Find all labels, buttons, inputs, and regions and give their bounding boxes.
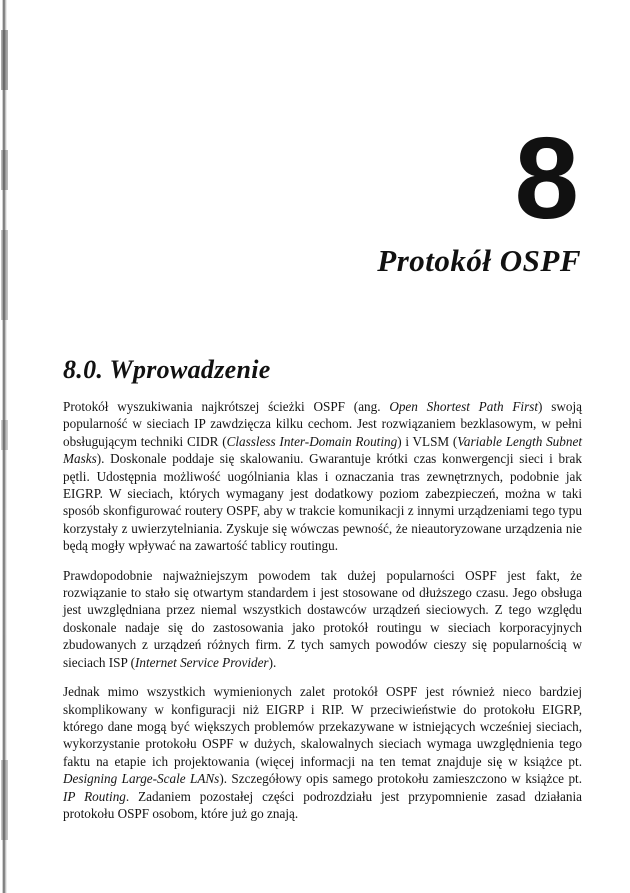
body-text	[63, 398, 582, 834]
text-run: Prawdopodobnie najważniejszym powodem tak dużej popularności OSPF jest fakt, że rozwiązanie to stało się otwartym standardem i jest stosowane od dłuższego czasu. Jego obsługa jest uwzględniana przez niemal wszystkich dostawców urządzeń sieciowych. Z tego względu doskonale nadaje się do zastosowania jako protokół routingu w sieciach korporacyjnych zbudowanych z urządzeń różnych firm. Z tych samych powodów cieszy się popularnością w sieciach ISP (	[63, 567, 582, 670]
chapter-number: 8	[514, 113, 579, 243]
paragraph	[63, 567, 582, 671]
section-heading: 8.0. Wprowadzenie	[63, 355, 271, 384]
text-run: ).	[268, 654, 277, 670]
italic-term: Designing Large-Scale LANs	[63, 771, 220, 787]
paragraph	[63, 683, 582, 822]
italic-term: Variable Length Subnet Masks	[63, 433, 582, 467]
italic-term: Classless Inter-Domain Routing	[226, 433, 398, 449]
text-run: Protokół wyszukiwania najkrótszej ścieżki OSPF (ang.	[63, 399, 390, 414]
italic-term: IP Routing	[63, 788, 126, 804]
text-run: Jednak mimo wszystkich wymienionych zalet protokół OSPF jest również nieco bardziej skomplikowany w konfiguracji niż EIGRP i RIP. W przeciwieństwie do protokołu EIGRP, którego dane mogą być większych problemów przekazywane w istniejących wcześniej sieciach, wykorzystanie protokołu OSPF w dużych, skalowalnych sieciach wymaga uwzględnienia tego faktu na etapie ich projektowania (więcej informacji na ten temat znajduje się w książce pt.	[63, 684, 582, 769]
text-run: ). Szczegółowy opis samego protokołu zamieszczono w książce pt.	[219, 771, 582, 787]
text-run: ) i VLSM (	[397, 433, 458, 449]
chapter-title: Protokół OSPF	[377, 243, 581, 278]
italic-term: Open Shortest Path First	[389, 399, 539, 414]
text-run: . Zadaniem pozostałej części podrozdziału jest przypomnienie zasad działania protokołu OSPF osobom, które już go znają.	[63, 788, 583, 821]
page-binding-edge	[0, 0, 12, 893]
paragraph	[63, 398, 582, 555]
italic-term: Internet Service Provider	[135, 654, 269, 670]
text-run: ) swoją popularność w sieciach IP zawdzięcza kilku cechom. Jest rozwiązaniem bezklasowym, w pełni obsługującym techniki CIDR (	[63, 399, 582, 449]
text-run: ). Doskonale poddaje się skalowaniu. Gwarantuje krótki czas konwergencji sieci i brak pętli. Udostępnia możliwość uogólniania klas i oznaczania tras zewnętrznych, podobnie jak EIGRP. W sieciach, których wymagany jest dodatkowy poziom zabezpieczeń, można w taki sposób skonfigurować routery OSPF, aby w trakcie komunikacji z innymi urządzeniami tego typu korzystały z uwierzytelniania. Zyskuje się wówczas pewność, że nieautoryzowane urządzenia nie będą mogły wpływać na zawartość tablicy routingu.	[63, 451, 582, 554]
